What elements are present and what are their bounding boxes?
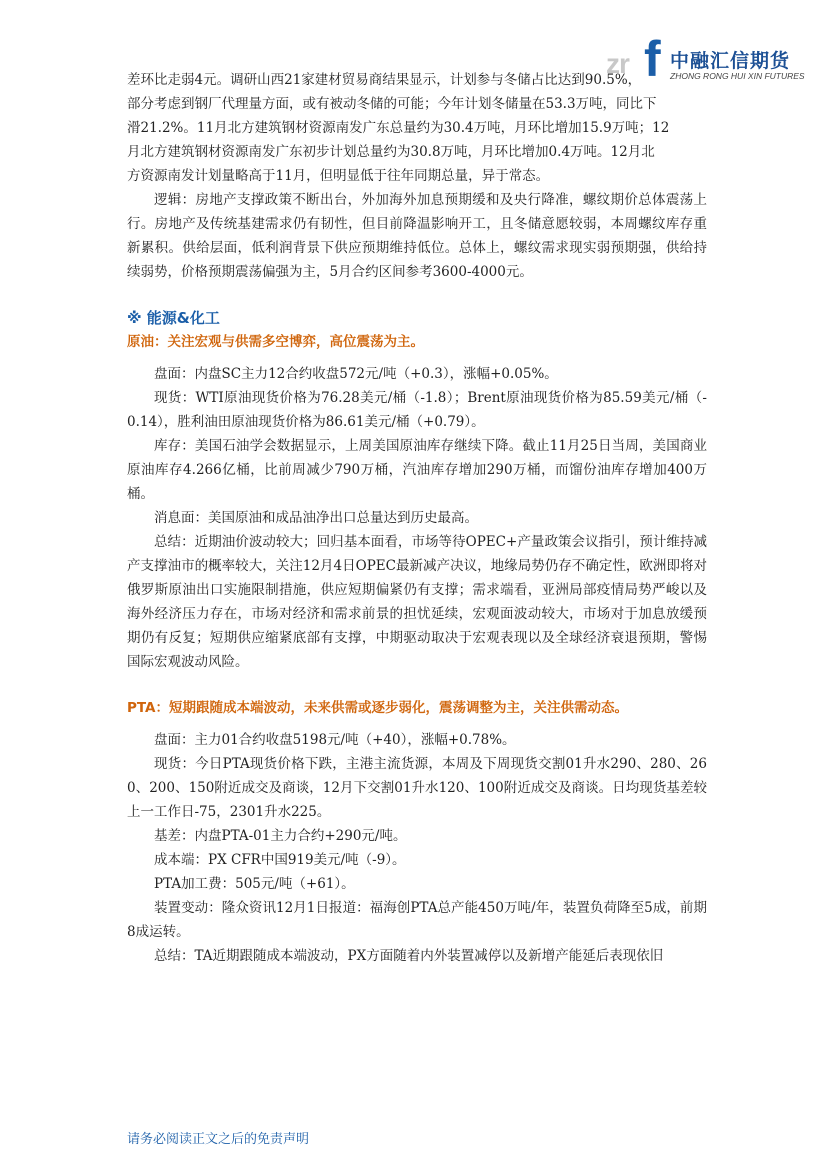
footer-disclaimer: 请务必阅读正文之后的免责声明 [127, 1132, 310, 1147]
crude-summary-paragraph: 总结：近期油价波动较大；回归基本面看，市场等待OPEC+产量政策会议指引，预计维持减产支撑油市的概率较大，关注12月4日OPEC最新减产决议，地缘局势仍存不确定性，欧洲即将对俄罗斯原油出口实施限制措施，供应短期偏紧仍有支撑；需求端看，亚洲局部疫情局势严峻以及海外经济压力存在，市场对经济和需求前景的担忧延续，宏观面波动较大，市场对于加息放缓预期仍有反复；短期供应缩紧底部有支撑，中期驱动取决于宏观表现以及全球经济衰退预期，警惕国际宏观波动风险。 [127, 534, 707, 670]
crude-market-paragraph: 盘面：内盘SC主力12合约收盘572元/吨（+0.3），涨幅+0.05%。 [154, 366, 558, 382]
section-title-energy-chemicals: ※ 能源&化工 [127, 309, 220, 327]
pta-summary-paragraph: 总结：TA近期跟随成本端波动，PX方面随着内外装置减停以及新增产能延后表现依旧 [154, 948, 664, 964]
pta-cost-paragraph: 成本端：PX CFR中国919美元/吨（-9）。 [154, 852, 406, 868]
rebar-paragraph-continued [127, 68, 707, 188]
text-line: 方资源南发计划量略高于11月，但明显低于往年同期总量，异于常态。 [127, 168, 550, 184]
logo-company-name-en: ZHONG RONG HUI XIN FUTURES [670, 71, 805, 81]
crude-spot-paragraph: 现货：WTI原油现货价格为76.28美元/桶（-1.8）；Brent原油现货价格为85.59美元/桶（-0.14），胜利油田原油现货价格为86.61美元/桶（+0.79）。 [127, 390, 707, 430]
pta-spot-paragraph: 现货：今日PTA现货价格下跌，主港主流货源，本周及下周现货交割01升水290、280、260、200、150附近成交及商谈，12月下交割01升水120、100附近成交及商谈。日均现货基差较上一工作日-75，2301升水225。 [127, 756, 707, 820]
text-line: 部分考虑到钢厂代理量方面，或有被动冬储的可能；今年计划冬储量在53.3万吨，同比下 [127, 96, 657, 112]
pta-heading: PTA：短期跟随成本端波动，未来供需或逐步弱化，震荡调整为主，关注供需动态。 [127, 700, 629, 716]
text-line: 差环比走弱4元。调研山西21家建材贸易商结果显示，计划参与冬储占比达到90.5%， [127, 72, 642, 88]
pta-processing-fee-paragraph: PTA加工费：505元/吨（+61）。 [154, 876, 355, 892]
crude-inventory-paragraph: 库存：美国石油学会数据显示，上周美国原油库存继续下降。截止11月25日当周，美国商业原油库存4.266亿桶，比前周减少790万桶，汽油库存增加290万桶，而馏份油库存增加400万桶。 [127, 438, 707, 502]
crude-news-paragraph: 消息面：美国原油和成品油净出口总量达到历史最高。 [154, 510, 478, 526]
logo-f-icon: f [644, 31, 661, 87]
pta-market-paragraph: 盘面：主力01合约收盘5198元/吨（+40），涨幅+0.78%。 [154, 732, 516, 748]
pta-basis-paragraph: 基差：内盘PTA-01主力合约+290元/吨。 [154, 828, 407, 844]
logo-company-name: 中融汇信期货 [670, 50, 791, 72]
text-line: 月北方建筑钢材资源南发广东初步计划总量约为30.8万吨，月环比增加0.4万吨。12月北 [127, 144, 655, 160]
rebar-logic-paragraph: 逻辑：房地产支撑政策不断出台，外加海外加息预期缓和及央行降准，螺纹期价总体震荡上行。房地产及传统基建需求仍有韧性，但目前降温影响开工，且冬储意愿较弱，本周螺纹库存重新累积。供给层面，低利润背景下供应预期维持低位。总体上，螺纹需求现实弱预期强，供给持续弱势，价格预期震荡偏强为主，5月合约区间参考3600-4000元。 [127, 192, 707, 280]
pta-plant-changes-paragraph: 装置变动：隆众资讯12月1日报道：福海创PTA总产能450万吨/年，装置负荷降至5成，前期8成运转。 [127, 900, 707, 940]
logo-mark: zr [606, 48, 629, 79]
crude-oil-heading: 原油：关注宏观与供需多空博弈，高位震荡为主。 [127, 334, 424, 350]
text-line: 滑21.2%。11月北方建筑钢材资源南发广东总量约为30.4万吨，月环比增加15.9万吨；12 [127, 120, 670, 136]
report-body [127, 68, 707, 968]
